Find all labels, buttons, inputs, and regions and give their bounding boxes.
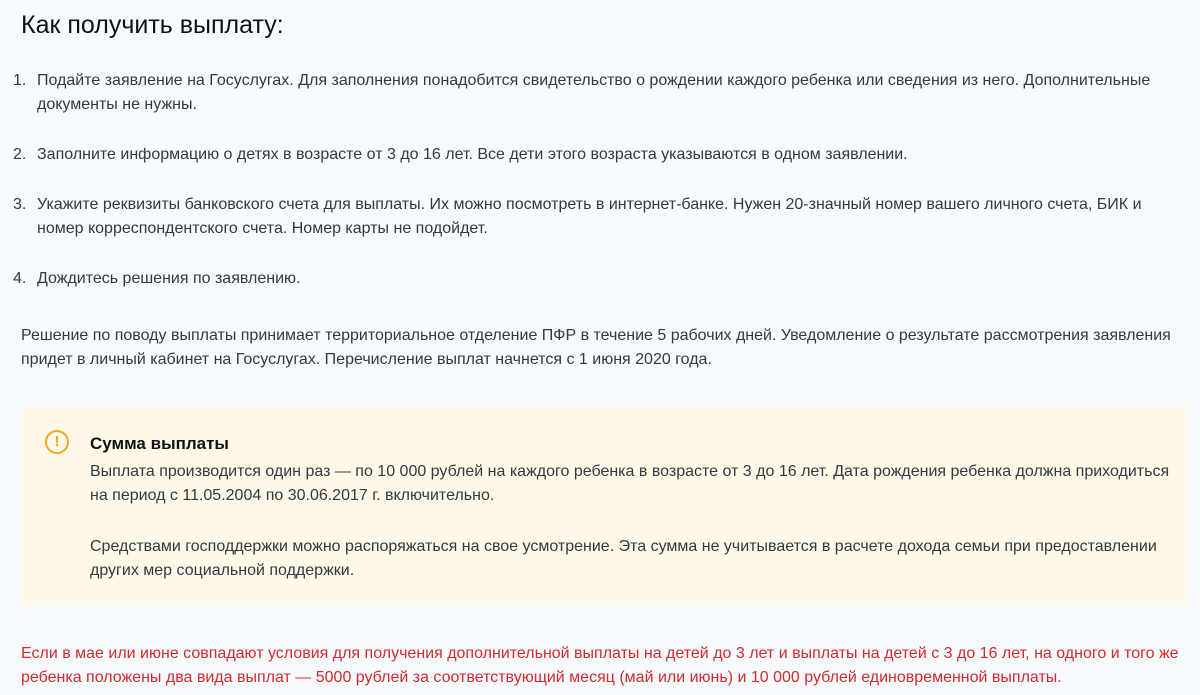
payment-amount-callout bbox=[21, 406, 1187, 607]
step-number: 1. bbox=[13, 72, 27, 89]
page-title: Как получить выплату: bbox=[21, 11, 284, 39]
decision-note: Решение по поводу выплаты принимает территориальное отделение ПФР в течение 5 рабочих дней. Уведомление о результате рассмотрения заявления придет в личный кабинет на Госуслугах. Перечисление выплат начнется с 1 июня 2020 года. bbox=[21, 327, 1171, 368]
list-item bbox=[13, 143, 1183, 167]
alert-text: Если в мае или июне совпадают условия для получения дополнительной выплаты на детей до 3 лет и выплаты на детей с 3 до 16 лет, на одного и того же ребенка положены два вида выплат — 5000 рублей за соответствующий месяц (май или июнь) и 10 000 рублей единовременной выплаты. bbox=[21, 645, 1179, 686]
callout-text: Выплата производится один раз — по 10 000 рублей на каждого ребенка в возрасте от 3 до 16 лет. Дата рождения ребенка должна приходиться на период с 11.05.2004 по 30.06.2017 г. включительно. bbox=[90, 463, 1170, 504]
list-item bbox=[13, 267, 1183, 291]
list-item bbox=[13, 69, 1183, 117]
step-text: Заполните информацию о детях в возрасте от 3 до 16 лет. Все дети этого возраста указываются в одном заявлении. bbox=[37, 146, 908, 163]
step-text: Дождитесь решения по заявлению. bbox=[37, 270, 301, 287]
step-number: 2. bbox=[13, 146, 27, 163]
step-text: Подайте заявление на Госуслугах. Для заполнения понадобится свидетельство о рождении каждого ребенка или сведения из него. Дополнительные документы не нужны. bbox=[37, 72, 1151, 113]
steps-list bbox=[13, 69, 1183, 291]
list-item bbox=[13, 193, 1183, 241]
step-number: 4. bbox=[13, 270, 27, 287]
exclamation-icon: ! bbox=[45, 430, 69, 454]
callout-title: Сумма выплаты bbox=[90, 434, 229, 453]
step-number: 3. bbox=[13, 196, 27, 213]
callout-text: Средствами господдержки можно распоряжаться на свое усмотрение. Эта сумма не учитывается в расчете дохода семьи при предоставлении других мер социальной поддержки. bbox=[90, 538, 1157, 579]
step-text: Укажите реквизиты банковского счета для выплаты. Их можно посмотреть в интернет-банке. Нужен 20-значный номер вашего личного счета, БИК и номер корреспондентского счета. Номер карты не подойдет. bbox=[37, 196, 1142, 237]
